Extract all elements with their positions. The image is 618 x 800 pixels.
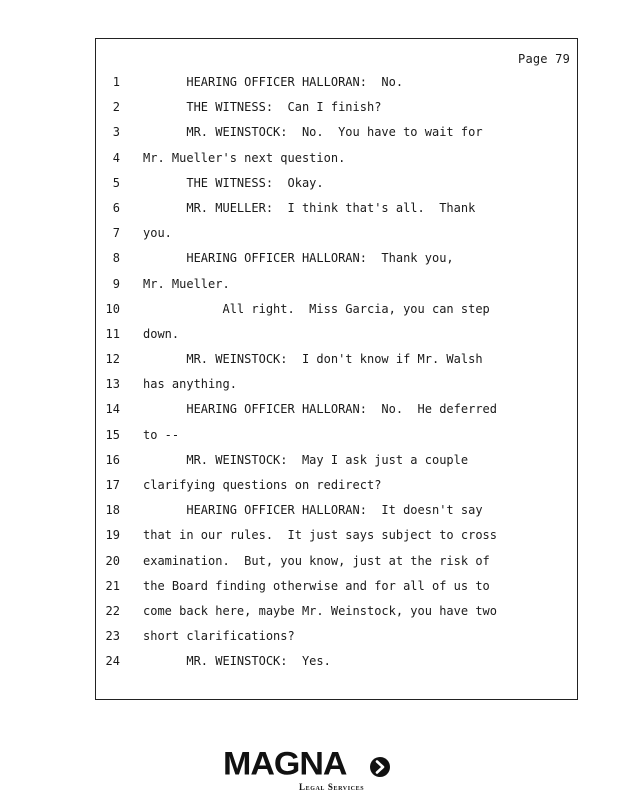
transcript-line — [96, 450, 577, 475]
line-number: 23 — [105, 629, 120, 644]
line-number: 5 — [112, 175, 120, 190]
line-text: the Board finding otherwise and for all of us to — [143, 578, 490, 593]
transcript-lines — [96, 72, 577, 677]
transcript-line — [96, 299, 577, 324]
line-number: 8 — [112, 251, 120, 266]
line-text: HEARING OFFICER HALLORAN: Thank you, — [143, 251, 454, 266]
line-number: 2 — [112, 100, 120, 115]
line-text: short clarifications? — [143, 629, 295, 644]
transcript-line — [96, 223, 577, 248]
line-text: Mr. Mueller's next question. — [143, 150, 346, 165]
line-number: 13 — [105, 377, 120, 392]
transcript-line — [96, 651, 577, 676]
line-number: 4 — [112, 150, 120, 165]
line-number: 6 — [112, 200, 120, 215]
line-number: 1 — [112, 75, 120, 89]
transcript-line — [96, 500, 577, 525]
line-number: 9 — [112, 276, 120, 291]
line-text: clarifying questions on redirect? — [143, 478, 382, 492]
transcript-page — [95, 38, 578, 700]
line-text: HEARING OFFICER HALLORAN: No. — [143, 75, 404, 89]
line-number: 11 — [105, 326, 120, 341]
transcript-line — [96, 274, 577, 299]
transcript-line — [96, 248, 577, 273]
line-text: come back here, maybe Mr. Weinstock, you have two — [143, 603, 498, 618]
line-text: MR. WEINSTOCK: No. You have to wait for — [143, 125, 483, 140]
line-text: to -- — [143, 427, 180, 442]
page-number: Page 79 — [518, 52, 570, 66]
transcript-line — [96, 551, 577, 576]
line-text: MR. WEINSTOCK: Yes. — [143, 654, 331, 669]
transcript-line — [96, 324, 577, 349]
line-text: All right. Miss Garcia, you can step — [143, 301, 490, 316]
line-number: 12 — [105, 352, 120, 367]
line-number: 19 — [105, 528, 120, 543]
line-number: 22 — [105, 603, 120, 618]
transcript-line — [96, 173, 577, 198]
transcript-line — [96, 475, 577, 500]
line-text: MR. MUELLER: I think that's all. Thank — [143, 200, 476, 215]
line-number: 18 — [105, 503, 120, 518]
line-number: 17 — [105, 478, 120, 492]
transcript-line — [96, 399, 577, 424]
line-text: examination. But, you know, just at the risk of — [143, 553, 490, 568]
line-number: 24 — [105, 654, 120, 669]
line-text: Mr. Mueller. — [143, 276, 230, 291]
magna-logo — [223, 748, 395, 793]
line-text: HEARING OFFICER HALLORAN: No. He deferred — [143, 402, 498, 417]
line-number: 7 — [112, 226, 120, 241]
line-number: 16 — [105, 452, 120, 467]
line-text: that in our rules. It just says subject to cross — [143, 528, 498, 543]
line-number: 15 — [105, 427, 120, 442]
logo-wordmark: MAGNA — [223, 746, 347, 783]
transcript-line — [96, 601, 577, 626]
line-text: THE WITNESS: Okay. — [143, 175, 324, 190]
line-number: 14 — [105, 402, 120, 417]
transcript-line — [96, 374, 577, 399]
line-text: you. — [143, 226, 172, 241]
transcript-line — [96, 122, 577, 147]
transcript-line — [96, 148, 577, 173]
transcript-line — [96, 349, 577, 374]
transcript-line — [96, 72, 577, 97]
transcript-line — [96, 198, 577, 223]
line-text: THE WITNESS: Can I finish? — [143, 100, 382, 115]
line-text: has anything. — [143, 377, 237, 392]
line-text: MR. WEINSTOCK: May I ask just a couple — [143, 452, 469, 467]
transcript-line — [96, 97, 577, 122]
line-text: down. — [143, 326, 180, 341]
line-number: 10 — [105, 301, 120, 316]
chevron-circle-icon — [369, 756, 391, 778]
line-text: HEARING OFFICER HALLORAN: It doesn't say — [143, 503, 483, 518]
transcript-line — [96, 576, 577, 601]
line-number: 3 — [112, 125, 120, 140]
line-number: 20 — [105, 553, 120, 568]
logo-subtitle: Legal Services — [299, 782, 365, 792]
line-text: MR. WEINSTOCK: I don't know if Mr. Walsh — [143, 352, 483, 367]
transcript-line — [96, 425, 577, 450]
transcript-line — [96, 626, 577, 651]
line-number: 21 — [105, 578, 120, 593]
transcript-line — [96, 525, 577, 550]
